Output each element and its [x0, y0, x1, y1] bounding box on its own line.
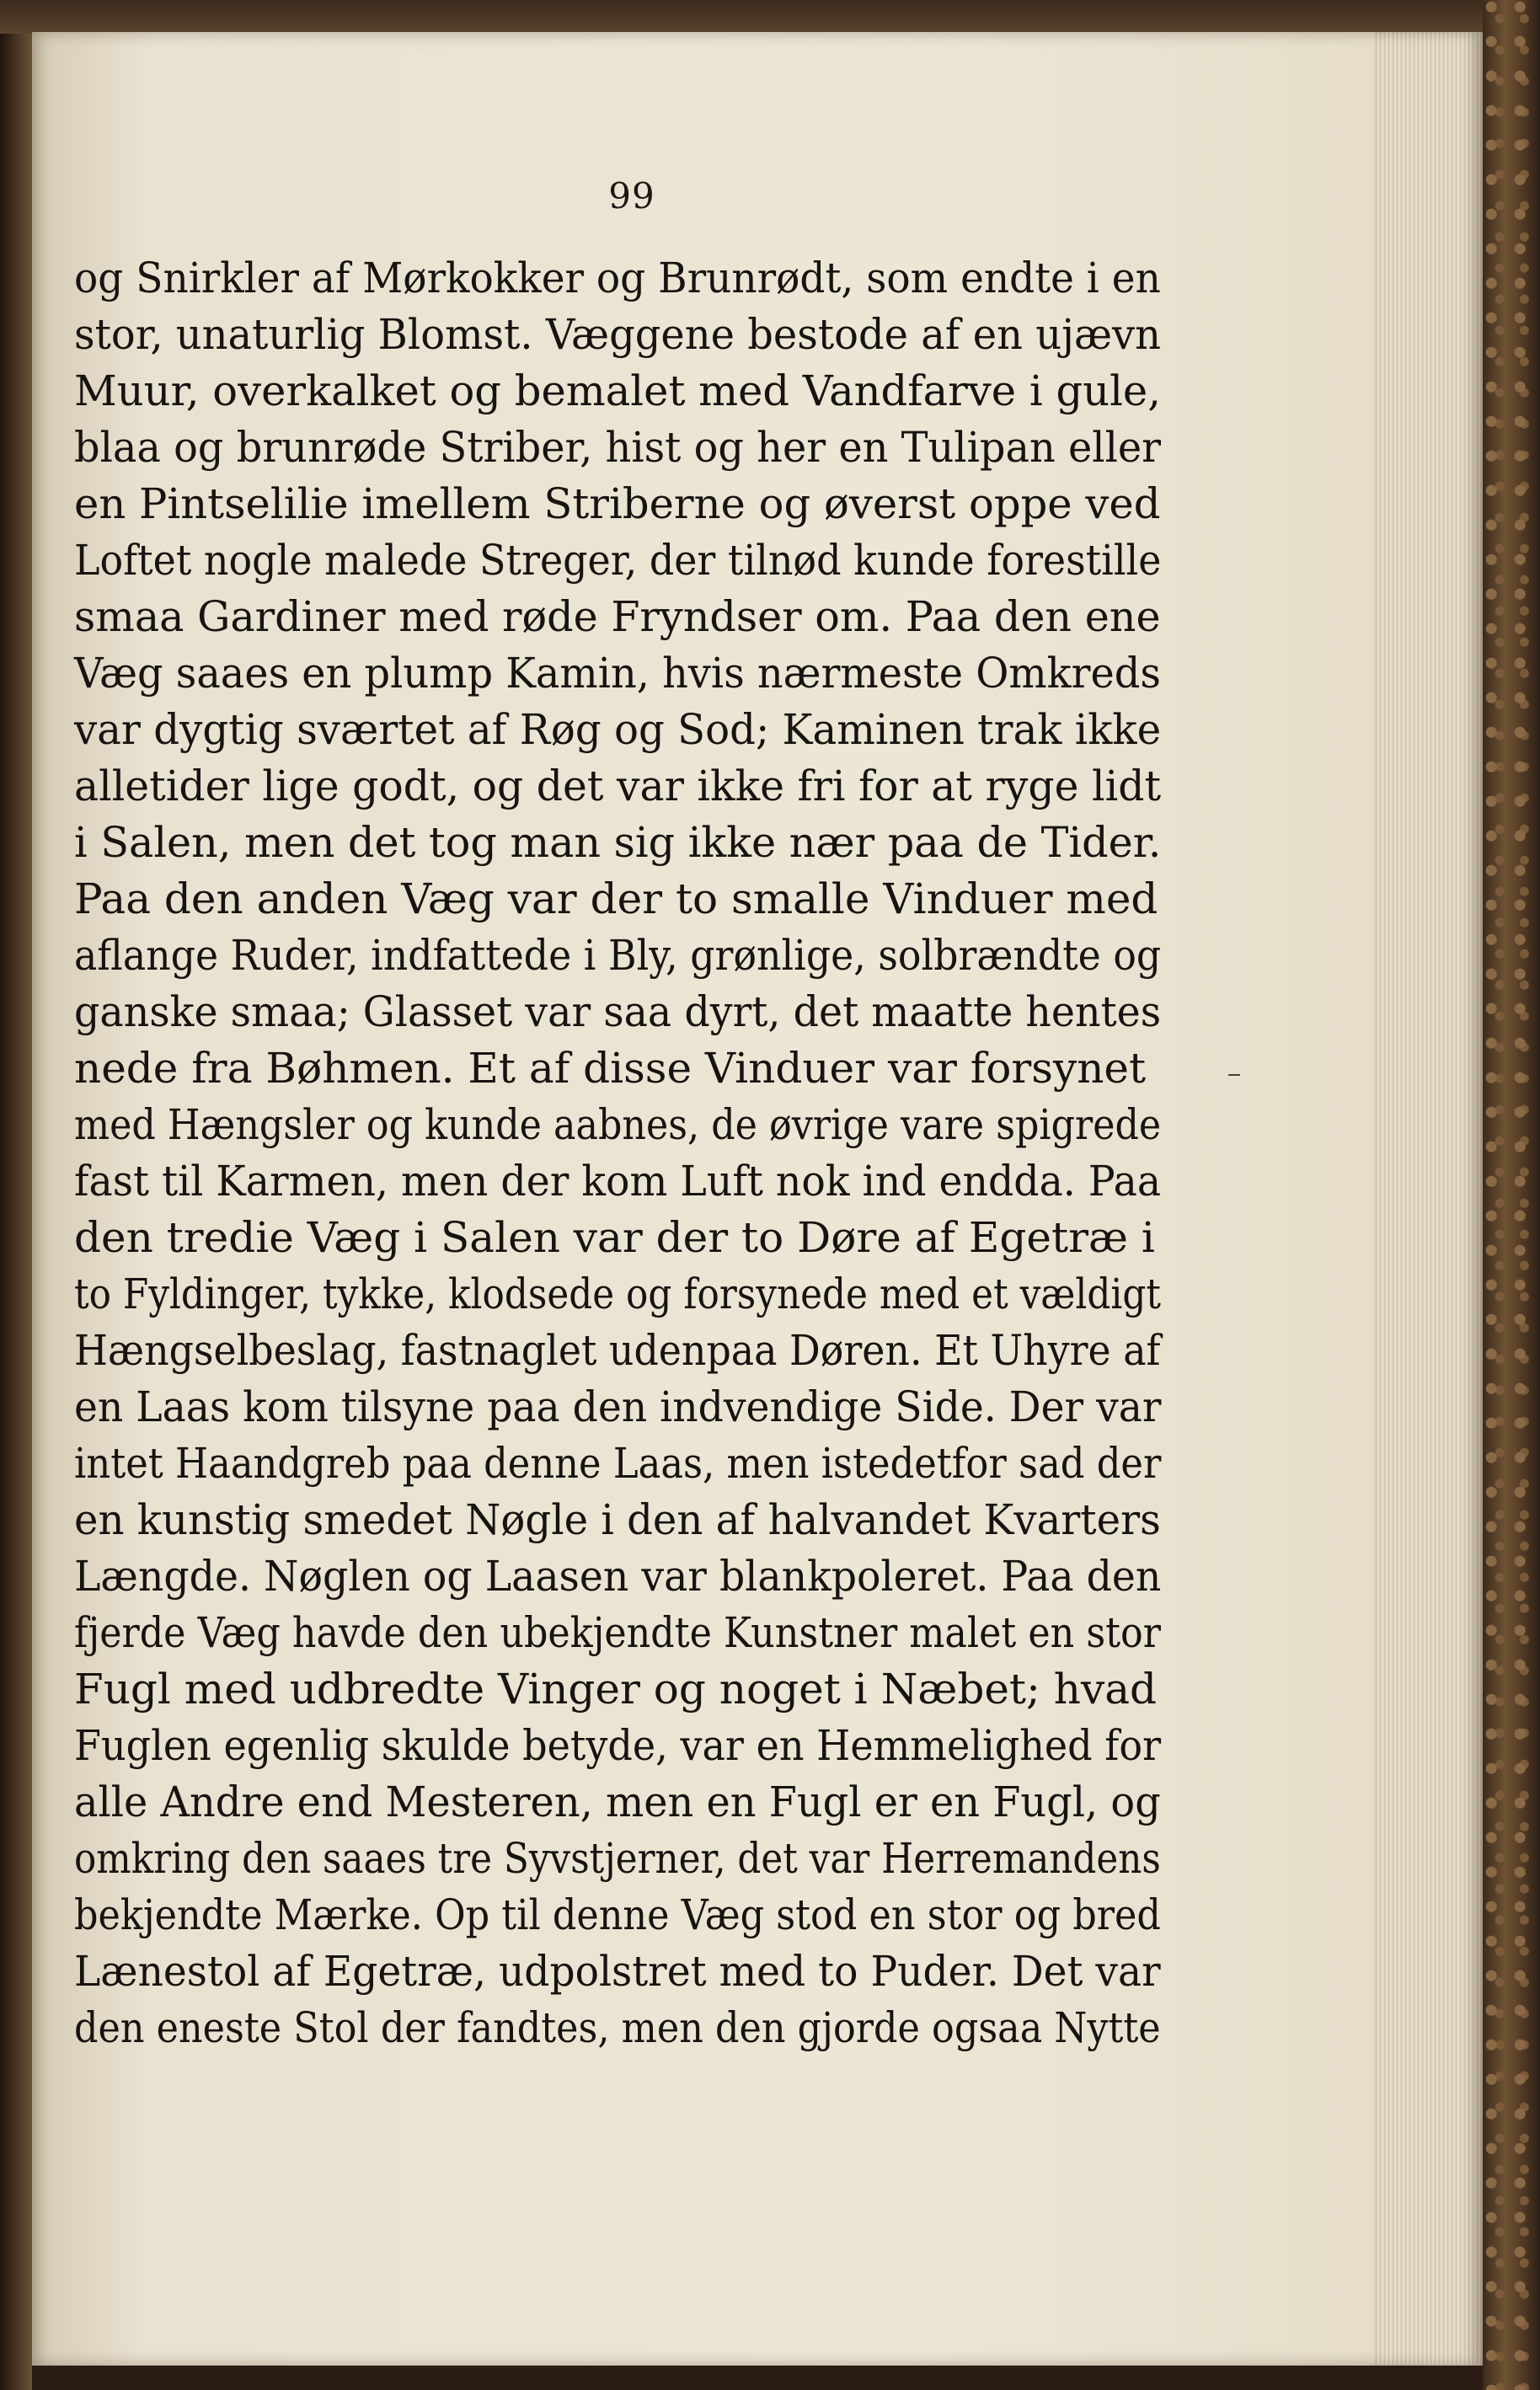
text-line: stor, unaturlig Blomst. Væggene bestode af en ujævn — [74, 310, 1161, 359]
text-line: alletider lige godt, og det var ikke fri for at ryge lidt — [74, 762, 1162, 810]
text-line: i Salen, men det tog man sig ikke nær paa de Tider. — [74, 818, 1162, 867]
text-line: Længde. Nøglen og Laasen var blankpoleret. Paa den — [74, 1552, 1162, 1601]
text-line: Muur, overkalket og bemalet med Vandfarve i gule, — [74, 366, 1161, 415]
text-line: bekjendte Mærke. Op til denne Væg stod en stor og bred — [74, 1890, 1161, 1939]
text-line: Loftet nogle malede Streger, der tilnød kunde forestille — [74, 536, 1162, 585]
text-line: ganske smaa; Glasset var saa dyrt, det maatte hentes — [74, 987, 1162, 1036]
text-line: en Laas kom tilsyne paa den indvendige Side. Der var — [74, 1382, 1162, 1431]
book-cover-top — [0, 0, 1540, 34]
page-block-edge — [1373, 32, 1483, 2366]
previous-page-edge — [0, 0, 32, 2390]
text-line: alle Andre end Mesteren, men en Fugl er en Fugl, og — [74, 1778, 1161, 1826]
text-line: Væg saaes en plump Kamin, hvis nærmeste Omkreds — [74, 649, 1161, 698]
text-line: aflange Ruder, indfattede i Bly, grønlige, solbrændte og — [74, 931, 1162, 980]
text-line: blaa og brunrøde Striber, hist og her en Tulipan eller — [74, 423, 1162, 472]
text-line: med Hængsler og kunde aabnes, de øvrige vare spigrede — [74, 1100, 1162, 1149]
text-line: Fuglen egenlig skulde betyde, var en Hemmelighed for — [74, 1721, 1162, 1770]
text-line: to Fyldinger, tykke, klodsede og forsynede med et vældigt — [74, 1270, 1162, 1318]
text-line: den eneste Stol der fandtes, men den gjorde ogsaa Nytte — [74, 2003, 1161, 2052]
text-line: omkring den saaes tre Syvstjerner, det var Herremandens — [74, 1834, 1161, 1883]
text-line: Paa den anden Væg var der to smalle Vinduer med — [74, 874, 1158, 923]
text-line: en kunstig smedet Nøgle i den af halvandet Kvarters — [74, 1495, 1161, 1544]
text-line: intet Haandgreb paa denne Laas, men istedetfor sad der — [74, 1439, 1162, 1488]
text-line: nede fra Bøhmen. Et af disse Vinduer var forsynet — [74, 1044, 1147, 1093]
page-number: 99 — [608, 175, 655, 217]
text-line: Fugl med udbredte Vinger og noget i Næbet; hvad — [74, 1665, 1158, 1714]
book-cover-right — [1483, 0, 1540, 2390]
text-line: Hængselbeslag, fastnaglet udenpaa Døren. Et Uhyre af — [74, 1326, 1161, 1375]
text-line: fjerde Væg havde den ubekjendte Kunstner malet en stor — [74, 1608, 1162, 1657]
text-line: Lænestol af Egetræ, udpolstret med to Puder. Det var — [74, 1947, 1161, 1996]
text-line: var dygtig sværtet af Røg og Sod; Kaminen trak ikke — [74, 705, 1162, 754]
text-line: fast til Karmen, men der kom Luft nok ind endda. Paa — [74, 1157, 1162, 1206]
hyphen-mark — [1228, 1074, 1240, 1076]
text-line: smaa Gardiner med røde Fryndser om. Paa den ene — [74, 592, 1161, 641]
text-line: og Snirkler af Mørkokker og Brunrødt, som endte i en — [74, 254, 1161, 302]
text-line: den tredie Væg i Salen var der to Døre af Egetræ i — [74, 1213, 1155, 1262]
text-line: en Pintselilie imellem Striberne og øverst oppe ved — [74, 479, 1161, 528]
